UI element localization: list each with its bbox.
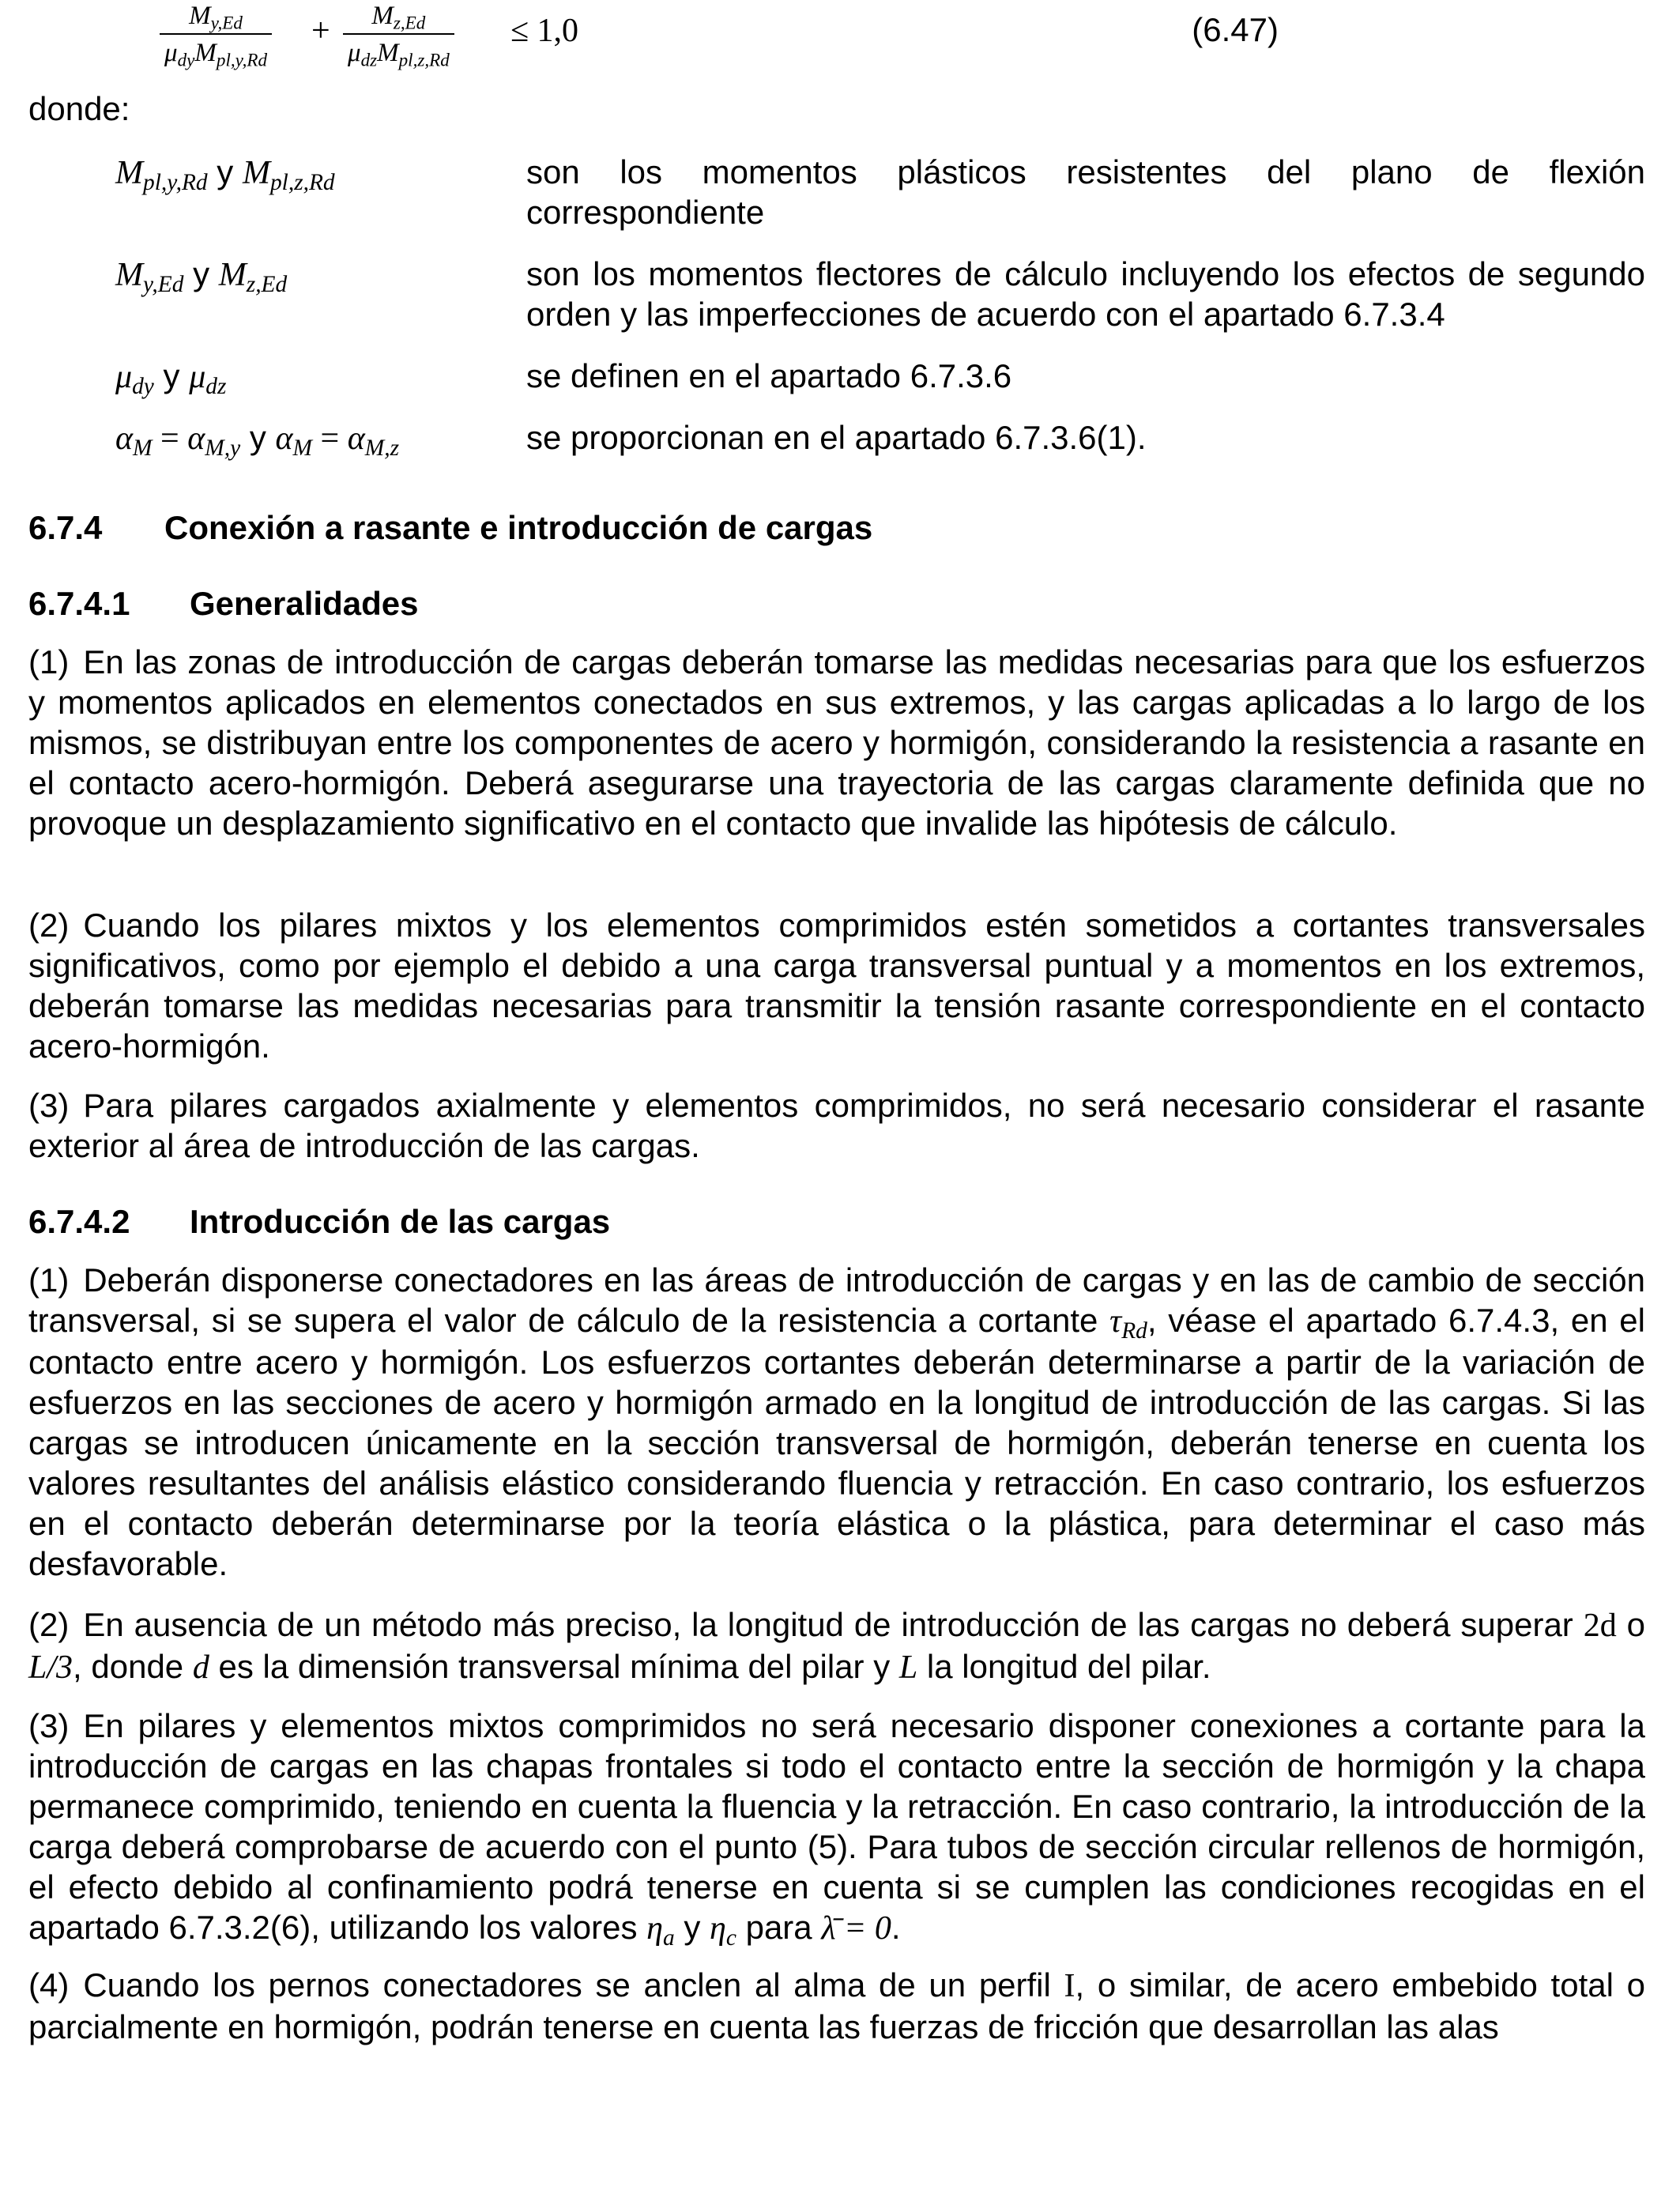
paragraph-number: (2) [28,1606,70,1643]
paragraph-6741-3 [28,1085,1645,1166]
lambda-bar-symbol: λ̄ = 0 [821,1910,891,1947]
definition-desc: se proporcionan en el apartado 6.7.3.6(1). [526,419,1147,456]
fraction-bar [343,33,454,35]
definition-desc: se definen en el apartado 6.7.3.6 [526,357,1012,394]
definition-item [115,254,1645,334]
paragraph-number: (1) [28,643,70,680]
fraction-bar [160,33,272,35]
definition-list [115,152,1645,479]
plus-sign: + [311,13,330,49]
fraction-2-denominator: $\mu_{dz}M_{pl,z,Rd}$ [348,39,450,70]
fraction-1-denominator: $\mu_{dy}M_{pl,y,Rd}$ [164,39,268,70]
paragraph-text: , véase el apartado 6.7.4.3, en el contacto entre acero y hormigón. Los esfuerzos cortantes deberán determinarse a partir de la variación de esfuerzos en las secciones de acero y hormigón armado en la longitud de introducción de las cargas. Si las cargas se introducen únicamente en la sección transversal de hormigón, deberán tenerse en cuenta los valores resultantes del análisis elástico considerando fluencia y retracción. En caso contrario, los esfuerzos en el contacto deberán determinarse por la teoría elástica o la plástica, para determinar el caso más desfavorable. [28,1302,1645,1582]
section-title: Introducción de las cargas [190,1203,611,1240]
paragraph-number: (3) [28,1707,70,1744]
definition-term: $\mu_{dy}$ y $\mu_{dz}$ [115,357,227,400]
paragraph-text: Para pilares cargados axialmente y elementos comprimidos, no será necesario considerar el rasante exterior al área de introducción de las cargas. [28,1087,1645,1164]
paragraph-number: (2) [28,907,70,944]
section-title: Conexión a rasante e introducción de cargas [164,509,873,546]
paragraph-text: Cuando los pilares mixtos y los elementos comprimidos estén sometidos a cortantes transversales significativos, como por ejemplo el debido a una carga transversal puntual y a momentos en los extremos, deberán tomarse las medidas necesarias para transmitir la tensión rasante correspondiente en el contacto acero-hormigón. [28,907,1645,1065]
section-heading-6-7-4-2 [28,1201,1645,1242]
math-symbol: L [898,1649,918,1686]
math-symbol: d [192,1649,209,1686]
section-heading-6-7-4-1 [28,583,1645,624]
section-number: 6.7.4.1 [28,585,130,622]
paragraph-6742-1 [28,1260,1645,1584]
paragraph-text: En las zonas de introducción de cargas deberán tomarse las medidas necesarias para que los esfuerzos y momentos aplicados en elementos conectados en sus extremos, y las cargas aplicadas a lo largo de los mismos, se distribuyan entre los componentes de acero y hormigón, considerando la resistencia a rasante en el contacto acero-hormigón. Deberá asegurarse una trayectoria de las cargas claramente definida que no provoque un desplazamiento significativo en el contacto que invalide las hipótesis de cálculo. [28,643,1645,842]
fraction-2 [343,0,454,69]
tau-rd-symbol: $\tau_{Rd}$ [1109,1303,1147,1344]
definition-term: $M_{y,Ed}$ y $M_{z,Ed}$ [115,255,288,298]
definition-item [115,356,1645,400]
definition-item [115,417,1645,462]
definition-term: $M_{pl,y,Rd}$ y $M_{pl,z,Rd}$ [115,153,335,196]
paragraph-text: , donde [73,1648,193,1685]
equation-number: (6.47) [1192,11,1279,48]
paragraph-number: (4) [28,1966,70,2004]
equation-6-47 [28,0,1645,76]
paragraph-text: , o similar, de acero embebido total o parcialmente en hormigón, podrán tenerse en cuenta las fuerzas de fricción que desarrollan las alas [28,1966,1645,2045]
definition-desc: son los momentos flectores de cálculo incluyendo los efectos de segundo orden y las imperfecciones de acuerdo con el apartado 6.7.3.4 [526,255,1645,333]
paragraph-6741-1 [28,642,1645,843]
paragraph-6741-2 [28,905,1645,1066]
paragraph-text: . [891,1909,901,1946]
eta-a-symbol: $\eta_a$ [646,1910,675,1951]
paragraph-text: es la dimensión transversal mínima del pilar y [209,1648,899,1685]
definition-desc: son los momentos plásticos resistentes del plano de flexión correspondiente [526,153,1645,231]
section-heading-6-7-4 [28,507,1645,548]
paragraph-number: (1) [28,1261,70,1299]
eta-c-symbol: $\eta_c$ [710,1910,736,1951]
definition-item [115,152,1645,232]
paragraph-text: para [736,1909,822,1946]
paragraph-text: Deberán disponerse conectadores en las áreas de introducción de cargas y en las de cambio de sección transversal, si se supera el valor de cálculo de la resistencia a cortante [28,1261,1645,1339]
paragraph-number: (3) [28,1087,70,1124]
paragraph-text: Cuando los pernos conectadores se anclen al alma de un perfil [83,1966,1064,2004]
paragraph-6742-3 [28,1706,1645,1949]
fraction-1-numerator: $M_{y,Ed}$ [189,2,243,33]
paragraph-text: y [674,1909,710,1946]
paragraph-text: En ausencia de un método más preciso, la longitud de introducción de las cargas no deberá superar [83,1606,1584,1643]
section-title: Generalidades [190,585,419,622]
definition-term: $\alpha_M = \alpha_{M,y}$ y $\alpha_M = \alpha_{M,z}$ [115,419,400,462]
paragraph-text: o [1616,1606,1645,1643]
fraction-2-numerator: $M_{z,Ed}$ [371,2,426,33]
fraction-1 [160,0,272,69]
section-number: 6.7.4.2 [28,1203,130,1240]
i-profile-symbol: I [1064,1968,1075,2004]
paragraph-6742-4 [28,1965,1645,2047]
donde-label: donde: [28,90,130,127]
math-symbol: 2d [1583,1608,1617,1644]
paragraph-text: la longitud del pilar. [917,1648,1211,1685]
section-number: 6.7.4 [28,509,103,546]
inequality-rhs: ≤ 1,0 [510,13,579,49]
math-symbol: L/3 [28,1649,73,1686]
paragraph-text: En pilares y elementos mixtos comprimidos no será necesario disponer conexiones a cortante para la introducción de cargas en las chapas frontales si todo el contacto entre la sección de hormigón y la chapa permanece comprimido, teniendo en cuenta la fluencia y la retracción. En caso contrario, la introducción de la carga deberá comprobarse de acuerdo con el punto (5). Para tubos de sección circular rellenos de hormigón, el efecto debido al confinamiento podrá tenerse en cuenta si se cumplen las condiciones recogidas en el apartado 6.7.3.2(6), utilizando los valores [28,1707,1645,1946]
paragraph-6742-2 [28,1604,1645,1688]
